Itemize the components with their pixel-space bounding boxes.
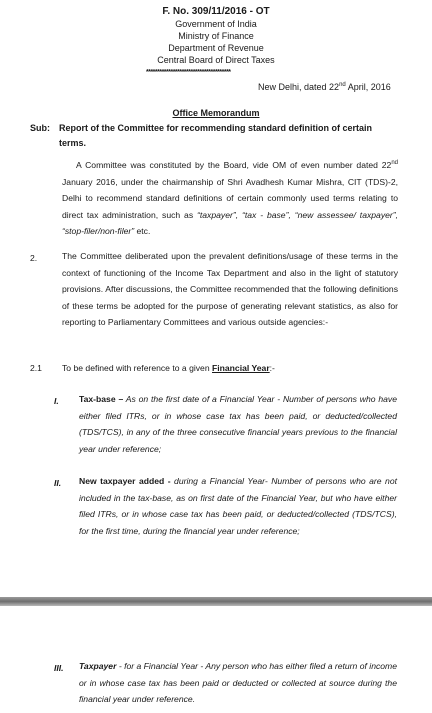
header-cbdt: Central Board of Direct Taxes	[157, 55, 275, 65]
memo-title: Office Memorandum	[172, 108, 260, 118]
file-number: F. No. 309/11/2016 - OT	[162, 6, 270, 17]
section-2-1-heading: To be defined with reference to a given Financial Year:-	[62, 363, 275, 373]
header-ministry: Ministry of Finance	[178, 31, 254, 41]
paragraph-1: A Committee was constituted by the Board, vide OM of even number dated 22nd January 2016, under the chairmanship of Shri Avadhesh Kumar Mishra, CIT (TDS)-2, Delhi to recommend standard definitions of certain commonly used terms relating to direct tax administration, such as “taxpayer”, “tax - base”, “new assessee/ taxpayer”, “stop-filer/non-filer” etc.	[62, 160, 399, 237]
subject-line-2: terms.	[59, 138, 87, 148]
header-department: Department of Revenue	[168, 43, 264, 53]
paragraph-2-number: 2.	[30, 253, 38, 263]
item-1-number: I.	[54, 396, 59, 406]
item-3-number: III.	[54, 663, 64, 673]
item-2-number: II.	[54, 478, 62, 488]
section-2-1-number: 2.1	[30, 363, 42, 373]
paragraph-2: The Committee deliberated upon the prevalent definitions/usage of these terms in the context of functioning of the Income Tax Department and also in the light of statutory provisions. After discussions, the Committee recommended that the following definitions of these terms be adopted for the purpose of generating relevant statistics, as also for reporting to Parliamentary Committees and various outside agencies:-	[62, 251, 398, 328]
subject-label: Sub:	[30, 123, 50, 133]
date-line: New Delhi, dated 22nd April, 2016	[258, 82, 391, 92]
header-stars-divider: **************************************	[146, 69, 231, 76]
subject-line-1: Report of the Committee for recommending standard definition of certain	[59, 123, 373, 133]
item-1-tax-base: Tax-base – As on the first date of a Financial Year - Number of persons who have either filed ITRs, or in whose case tax has been paid, or deducted/collected (TDS/TCS), in any of the three consecutive financial years previous to the financial year under reference;	[79, 394, 398, 454]
item-2-new-taxpayer: New taxpayer added - during a Financial Year- Number of persons who are not included in the tax-base, as on first date of the Financial Year, but who have either filed ITRs, or in whose case tax has been paid, or deducted/collected (TDS/TCS), for the first time, during the financial year under reference;	[79, 476, 397, 536]
item-3-taxpayer: Taxpayer - for a Financial Year - Any person who has either filed a return of income or in whose case tax has been paid or deducted or collected at source during the financial year under reference.	[79, 661, 397, 705]
document-page-2	[0, 606, 432, 713]
header-government: Government of India	[175, 19, 257, 29]
